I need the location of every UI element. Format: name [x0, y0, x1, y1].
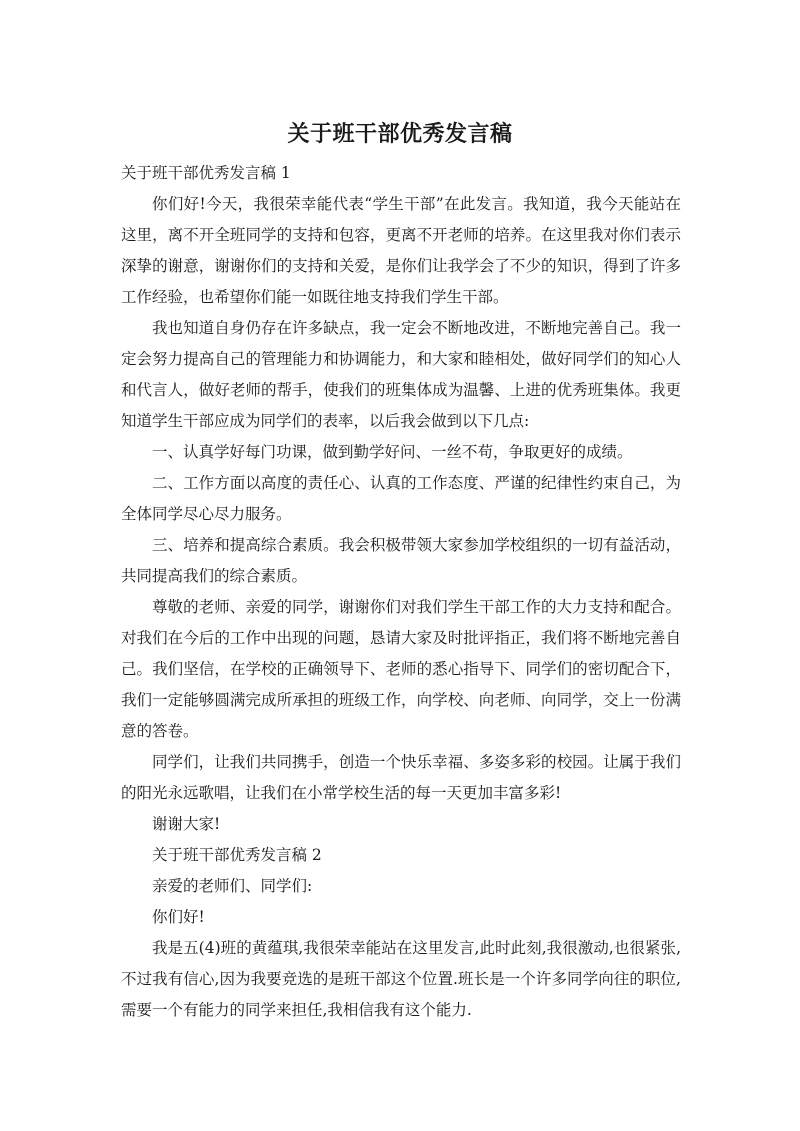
- greeting: 你们好!: [152, 908, 205, 926]
- paragraph: 我是五(4)班的黄蕴琪,我很荣幸能站在这里发言,此时此刻,我很激动,也很紧张,不过我有信心,因为我要竞选的是班干部这个位置.班长是一个许多同学向往的职位,需要一个有能力的同学来担任,我相信我有这个能力.: [121, 939, 681, 1019]
- paragraph: 尊敬的老师、亲爱的同学，谢谢你们对我们学生干部工作的大力支持和配合。对我们在今后的工作中出现的问题，恳请大家及时批评指正，我们将不断地完善自己。我们坚信，在学校的正确领导下、老师的悉心指导下、同学们的密切配合下，我们一定能够圆满完成所承担的班级工作，向学校、向老师、向同学，交上一份满意的答卷。: [121, 598, 681, 740]
- paragraph: 一、认真学好每门功课，做到勤学好问、一丝不苟，争取更好的成绩。: [152, 443, 633, 461]
- document-title: 关于班干部优秀发言稿: [287, 122, 513, 147]
- salutation: 亲爱的老师们、同学们:: [152, 877, 313, 895]
- document-body: [121, 158, 681, 1026]
- paragraph: 同学们，让我们共同携手，创造一个快乐幸福、多姿多彩的校园。让属于我们的阳光永远歌唱，让我们在小常学校生活的每一天更加丰富多彩!: [121, 753, 681, 802]
- section-heading: 关于班干部优秀发言稿 2: [152, 846, 322, 864]
- paragraph: 三、培养和提高综合素质。我会积极带领大家参加学校组织的一切有益活动，共同提高我们的综合素质。: [121, 536, 681, 585]
- section-heading: 关于班干部优秀发言稿 1: [121, 164, 291, 182]
- paragraph: 我也知道自身仍存在许多缺点，我一定会不断地改进，不断地完善自己。我一定会努力提高自己的管理能力和协调能力，和大家和睦相处，做好同学们的知心人和代言人，做好老师的帮手，使我们的班集体成为温馨、上进的优秀班集体。我更知道学生干部应成为同学们的表率，以后我会做到以下几点:: [121, 319, 681, 430]
- paragraph: 谢谢大家!: [152, 815, 221, 833]
- paragraph: 你们好!今天，我很荣幸能代表“学生干部”在此发言。我知道，我今天能站在这里，离不开全班同学的支持和包容，更离不开老师的培养。在这里我对你们表示深挚的谢意，谢谢你们的支持和关爱，是你们让我学会了不少的知识，得到了许多工作经验，也希望你们能一如既往地支持我们学生干部。: [121, 195, 681, 306]
- paragraph: 二、工作方面以高度的责任心、认真的工作态度、严谨的纪律性约束自己，为全体同学尽心尽力服务。: [121, 474, 681, 523]
